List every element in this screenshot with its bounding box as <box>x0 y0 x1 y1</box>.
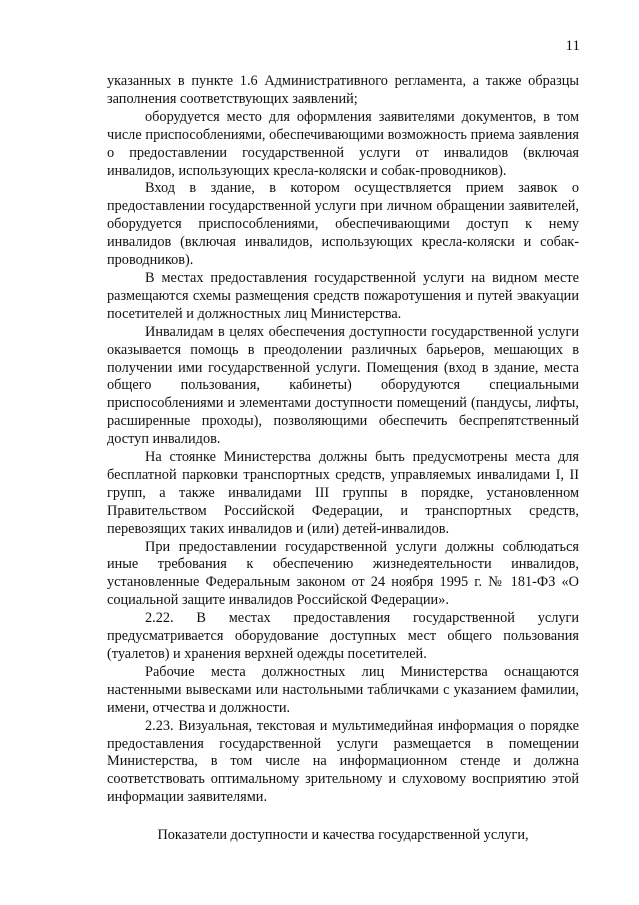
paragraph-parking: На стоянке Министерства должны быть предусмотрены места для бесплатной парковки транспортных средств, управляемых инвалидами I, II групп, а также инвалидами III группы в порядке, установленном Правительством Российской Федерации, и транспортных средств, перевозящих таких инвалидов и (или) детей-инвалидов. <box>107 449 579 537</box>
section-heading: Показатели доступности и качества государственной услуги, <box>157 827 529 844</box>
paragraph-2-22: 2.22. В местах предоставления государственной услуги предусматривается оборудование доступных мест общего пользования (туалетов) и хранения верхней одежды посетителей. <box>107 610 579 662</box>
paragraph-workplace-signs: Рабочие места должностных лиц Министерства оснащаются настенными вывесками или настольными табличками с указанием фамилии, имени, отчества и должности. <box>107 663 579 716</box>
paragraph-continuation: указанных в пункте 1.6 Административного регламента, а также образцы заполнения соответствующих заявлений; <box>107 73 579 107</box>
paragraph-building-entrance: Вход в здание, в котором осуществляется прием заявок о предоставлении государственной услуги при личном обращении заявителей, оборудуется приспособлениями, обеспечивающими доступ к нему инвалидов (включая инвалидов, использующих кресла-коляски и собак-проводников). <box>107 180 579 269</box>
paragraph-disabled-assistance: Инвалидам в целях обеспечения доступности государственной услуги оказывается помощь в преодолении различных барьеров, мешающих в получении ими государственной услуги. Помещения (вход в здание, места общего пользования, кабинеты) оборудуются специальными приспособлениями и элементами доступности помещений (пандусы, лифты, расширенные проходы), позволяющими обеспечить беспрепятственный доступ инвалидов. <box>107 323 579 448</box>
page-number: 11 <box>565 38 580 54</box>
paragraph-evacuation-schemes: В местах предоставления государственной услуги на видном месте размещаются схемы размещения средств пожаротушения и путей эвакуации посетителей и должностных лиц Министерства. <box>107 269 579 322</box>
paragraph-2-23: 2.23. Визуальная, текстовая и мультимедийная информация о порядке предоставления государственной услуги размещается в помещении Министерства, в том числе на информационном стенде и должна соответствовать оптимальному зрительному и слуховому восприятию этой информации заявителями. <box>107 717 579 806</box>
paragraph-federal-law: При предоставлении государственной услуги должны соблюдаться иные требования к обеспечению жизнедеятельности инвалидов, установленные Федеральным законом от 24 ноября 1995 г. № 181-ФЗ «О социальной защите инвалидов Российской Федерации». <box>107 538 579 609</box>
document-body <box>107 73 579 844</box>
paragraph-workplace-equipment: оборудуется место для оформления заявителями документов, в том числе приспособлениями, обеспечивающими возможность приема заявления о предоставлении государственной услуги от инвалидов (включая инвалидов, использующих кресла-коляски и собак-проводников). <box>107 108 579 179</box>
